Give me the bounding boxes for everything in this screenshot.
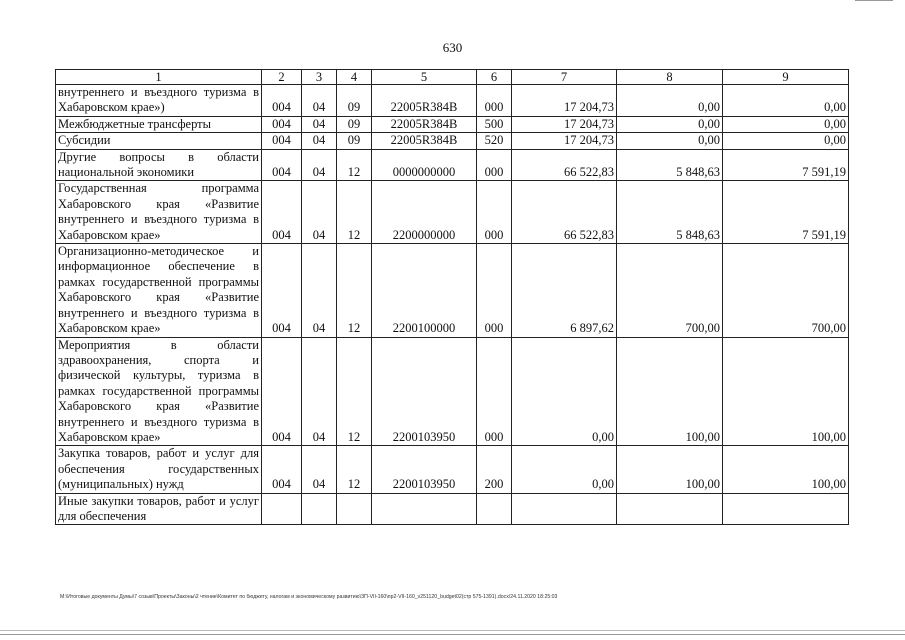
cell-col-7 — [512, 493, 617, 525]
cell-col-3: 04 — [302, 116, 337, 132]
row-name-cell: Другие вопросы в области национальной экономики — [56, 149, 262, 181]
cell-col-9: 0,00 — [723, 85, 849, 117]
file-path-footer: M:\Итоговые документы Думы\7 созыв\Проекты\Законы\2 чтение\Комитет по бюджету, налогам и экономическому развитию\ЗП-VII-160\пр2-VII-160_v251120_budget02(стр 575-1391).docx/24.11.2020 18:25:03 — [60, 594, 558, 600]
cell-col-4: 12 — [337, 446, 372, 493]
cell-col-8: 700,00 — [617, 244, 723, 337]
cell-col-7: 66 522,83 — [512, 181, 617, 244]
cell-col-6: 000 — [477, 85, 512, 117]
cell-col-5: 2200103950 — [372, 337, 477, 446]
cell-col-2: 004 — [262, 446, 302, 493]
row-name-cell: внутреннего и въездного туризма в Хабаровском крае») — [56, 85, 262, 117]
cell-col-4: 12 — [337, 337, 372, 446]
cell-col-2: 004 — [262, 181, 302, 244]
column-header-3: 3 — [302, 70, 337, 85]
cell-col-5 — [372, 493, 477, 525]
table-row — [56, 244, 849, 337]
cell-col-3: 04 — [302, 181, 337, 244]
cell-col-4: 09 — [337, 85, 372, 117]
column-header-6: 6 — [477, 70, 512, 85]
cell-col-8: 0,00 — [617, 85, 723, 117]
cell-col-8: 5 848,63 — [617, 181, 723, 244]
column-header-1: 1 — [56, 70, 262, 85]
cell-col-6: 000 — [477, 181, 512, 244]
column-header-2: 2 — [262, 70, 302, 85]
column-header-4: 4 — [337, 70, 372, 85]
cell-col-5: 22005R384B — [372, 85, 477, 117]
table-row — [56, 149, 849, 181]
cell-col-5: 2200000000 — [372, 181, 477, 244]
cell-col-8: 100,00 — [617, 337, 723, 446]
table-row — [56, 446, 849, 493]
cell-col-4: 12 — [337, 149, 372, 181]
cell-col-4: 12 — [337, 244, 372, 337]
cell-col-8: 100,00 — [617, 446, 723, 493]
cell-col-5: 2200103950 — [372, 446, 477, 493]
column-header-8: 8 — [617, 70, 723, 85]
table-row — [56, 116, 849, 132]
table-body — [56, 85, 849, 525]
cell-col-5: 22005R384B — [372, 116, 477, 132]
table-row — [56, 181, 849, 244]
cell-col-2: 004 — [262, 133, 302, 149]
cell-col-2: 004 — [262, 116, 302, 132]
cell-col-5: 0000000000 — [372, 149, 477, 181]
table-row — [56, 85, 849, 117]
cell-col-6: 000 — [477, 149, 512, 181]
cell-col-3: 04 — [302, 133, 337, 149]
cell-col-2: 004 — [262, 149, 302, 181]
cell-col-6: 520 — [477, 133, 512, 149]
cell-col-6 — [477, 493, 512, 525]
column-header-5: 5 — [372, 70, 477, 85]
cell-col-7: 6 897,62 — [512, 244, 617, 337]
header-row — [56, 70, 849, 85]
cell-col-7: 0,00 — [512, 337, 617, 446]
cell-col-9 — [723, 493, 849, 525]
cell-col-6: 200 — [477, 446, 512, 493]
cell-col-9: 7 591,19 — [723, 149, 849, 181]
cell-col-6: 500 — [477, 116, 512, 132]
row-name-cell: Организационно-методическое и информационное обеспечение в рамках государственной программы Хабаровского края «Развитие внутреннего и въездного туризма в Хабаровском крае» — [56, 244, 262, 337]
cell-col-8: 0,00 — [617, 116, 723, 132]
column-header-9: 9 — [723, 70, 849, 85]
row-name-cell: Государственная программа Хабаровского края «Развитие внутреннего и въездного туризма в Хабаровском крае» — [56, 181, 262, 244]
row-name-cell: Межбюджетные трансферты — [56, 116, 262, 132]
cell-col-9: 700,00 — [723, 244, 849, 337]
cell-col-2: 004 — [262, 85, 302, 117]
cell-col-7: 66 522,83 — [512, 149, 617, 181]
cell-col-5: 2200100000 — [372, 244, 477, 337]
scan-edge-mark — [855, 0, 893, 1]
cell-col-9: 7 591,19 — [723, 181, 849, 244]
scan-edge-line — [0, 634, 905, 635]
cell-col-3: 04 — [302, 244, 337, 337]
cell-col-2: 004 — [262, 337, 302, 446]
cell-col-4: 09 — [337, 133, 372, 149]
cell-col-2: 004 — [262, 244, 302, 337]
budget-table — [55, 69, 849, 525]
cell-col-5: 22005R384B — [372, 133, 477, 149]
column-header-7: 7 — [512, 70, 617, 85]
cell-col-3: 04 — [302, 85, 337, 117]
cell-col-9: 0,00 — [723, 133, 849, 149]
row-name-cell: Мероприятия в области здравоохранения, спорта и физической культуры, туризма в рамках государственной программы Хабаровского края «Развитие внутреннего и въездного туризма в Хабаровском крае» — [56, 337, 262, 446]
cell-col-8: 0,00 — [617, 133, 723, 149]
table-row — [56, 337, 849, 446]
page-number: 630 — [442, 40, 463, 55]
cell-col-2 — [262, 493, 302, 525]
table-row — [56, 493, 849, 525]
cell-col-7: 17 204,73 — [512, 85, 617, 117]
row-name-cell: Закупка товаров, работ и услуг для обеспечения государственных (муниципальных) нужд — [56, 446, 262, 493]
cell-col-6: 000 — [477, 244, 512, 337]
cell-col-9: 100,00 — [723, 337, 849, 446]
cell-col-3: 04 — [302, 337, 337, 446]
row-name-cell: Иные закупки товаров, работ и услуг для обеспечения — [56, 493, 262, 525]
cell-col-7: 17 204,73 — [512, 116, 617, 132]
cell-col-7: 0,00 — [512, 446, 617, 493]
cell-col-3 — [302, 493, 337, 525]
cell-col-4 — [337, 493, 372, 525]
cell-col-4: 12 — [337, 181, 372, 244]
cell-col-9: 0,00 — [723, 116, 849, 132]
cell-col-4: 09 — [337, 116, 372, 132]
scan-edge-line — [0, 630, 905, 631]
cell-col-9: 100,00 — [723, 446, 849, 493]
cell-col-8 — [617, 493, 723, 525]
cell-col-3: 04 — [302, 446, 337, 493]
cell-col-3: 04 — [302, 149, 337, 181]
cell-col-6: 000 — [477, 337, 512, 446]
table-row — [56, 133, 849, 149]
row-name-cell: Субсидии — [56, 133, 262, 149]
cell-col-7: 17 204,73 — [512, 133, 617, 149]
cell-col-8: 5 848,63 — [617, 149, 723, 181]
